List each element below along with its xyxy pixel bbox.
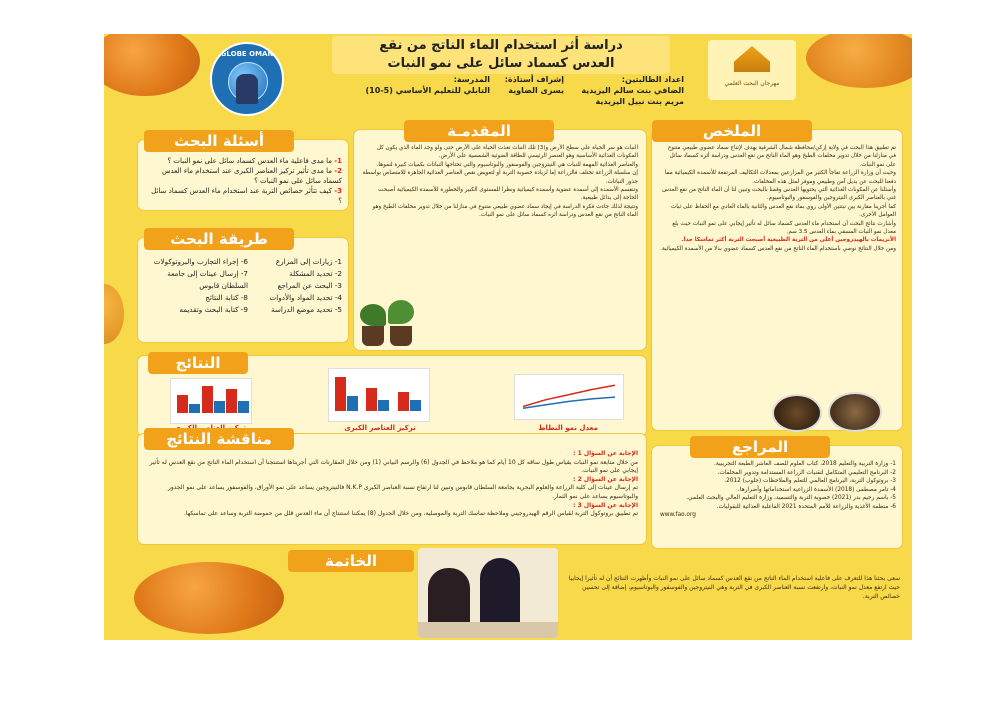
method-step: 6- إجراء التجارب والبروتوكولات [153, 257, 248, 266]
question-text: كيف تتأثر خصائص التربة عند استخدام ماء العدس كسماد سائل ؟ [151, 187, 342, 205]
method-list-right [252, 256, 342, 316]
supervisor-name: يسرى الضاوية [508, 86, 564, 95]
festival-logo [708, 40, 796, 100]
intro-paragraph: ونتيجة لذلك جاءت فكرة الدراسة في إيجاد سماد عضوي طبيعي متنوع في منازلنا من خلال تدوير مخلفات الطبخ وهو الماء الناتج من نقع العدس ودراسة أثره كسماد سائل على نمو النبات. [372, 203, 638, 219]
question-item [146, 186, 342, 206]
book-icon [734, 46, 770, 72]
plant-leaf-icon [388, 300, 414, 324]
summary-paragraph: تم تطبيق هذا البحث في ولاية إزكي/محافظة شمال الشرقية يهدف لإنتاج سماد عضوي طبيعي متنوع في منازلنا من خلال تدوير مخلفات الطبخ وهو الماء الناتج من نقع العدس ودراسة أثره كسماد سائل على نمو النبات. [667, 145, 896, 168]
chart-bar [378, 400, 389, 411]
chart-bar [226, 389, 237, 413]
results-caption-2: تركيز العناصر الكبرى [344, 424, 416, 432]
summary-paragraph: وحيث أن وزارة الزراعة تفاجأ الكثير من المزارعين بمعدلات التكاليف المرتفعة للأسمدة الكيميائية مما دفعنا للبحث عن بديل آمن وطبيعي وموفر لمثل هذه المخلفات. [664, 170, 896, 185]
question-number: 3- [334, 187, 342, 195]
supervisor-block [492, 74, 564, 96]
plant-leaf-icon [360, 304, 386, 326]
school-block [350, 74, 490, 96]
summary-paragraph: وأسئلنا عن المكونات الغذائية التي يحتويها العدس وقمنا بالبحث وتبين لنا أن الماء الناتج من نقع العدس غني بالعناصر الكبرى النيتروجين والفوسفور والبوتاسيوم. [662, 187, 896, 202]
lentil-pile-left-mid [104, 284, 124, 344]
summary-paragraph: ومن خلال النتائج نوصي باستخدام الماء الناتج من نقع العدس كسماد عضوي بدلا من الأسمدة الكيميائية. [660, 245, 896, 252]
plant-pots-photo [354, 300, 420, 350]
references-list [660, 460, 896, 546]
intro-paragraph: وتنقسم الأسمدة إلى أسمدة عضوية وأسمدة كيميائية ونظرا للمستوى الكبير والخطورة للأسمدة الكيميائية أصبحت الحاجة إلى بدائل طبيعية. [378, 187, 638, 202]
discussion-q3-text: تم تطبيق بروتوكول التربة لقياس الرقم الهيدروجيني وملاحظة تماسك التربة والموصلية، ومن خلال الجدول (8) يمكننا استنتاج أن ماء العدس قلل من حموضة التربة وساعد على تماسكها. [183, 510, 638, 518]
summary-paragraph: الأنزيمات بالهيدروجين أعلى من التربة الطبيعية أصبحت التربة أكثر تماسكا جدا. [681, 237, 896, 244]
reference-item: 6- منظمة الأغذية والزراعة للأمم المتحدة 2021 الفاعلية الغذائية للبقوليات. [716, 503, 896, 510]
title-line-1: دراسة أثر استخدام الماء الناتج من نقع [379, 38, 623, 53]
questions-title: أسئلة البحث [144, 130, 294, 152]
discussion-q2-text: تم إرسال عينات إلى كلية الزراعة والعلوم البحرية بجامعة السلطان قابوس وتبين لنا ارتفاع نسبة العناصر الكبرى N.K.P فالنيتروجين يساعد على نمو الأوراق، والفوسفور يساعد على نمو الجذور والبوتاسيوم يساعد على نمو الثمار. [167, 484, 638, 500]
school-label: المدرسة: [453, 75, 490, 84]
chart-bar [398, 392, 409, 411]
chart-bar [214, 401, 225, 413]
intro-paragraph: إن سلسلة الزراعة تختلف فالزراعة إما لزيادة خصوبة التربة أو لتعويض نقص العناصر الغذائية الجاهزة للامتصاص بواسطة جذور النباتات. [362, 170, 638, 185]
method-title: طريقة البحث [144, 228, 294, 250]
method-step: 7- إرسال عينات إلى جامعة السلطان قابوس [167, 269, 248, 290]
chart-bar [189, 404, 200, 413]
method-step: 9- كتابة البحث وتقديمه [179, 305, 248, 314]
discussion-q1-text: من خلال متابعة نمو النبات بقياس طول ساقه كل 10 أيام كما هو ملاحظ في الجدول (6) والرسم البياني (1) ومن خلال المقارنات التي أجريناها استنتجنا أن استخدام الماء الناتج من نقع العدس له تأثير إيجابي على نمو النبات. [149, 458, 638, 475]
student-1: الضافي بنت سالم اليزيدية [581, 86, 684, 95]
questions-list [146, 156, 342, 206]
discussion-title: مناقشة النتائج [144, 428, 294, 450]
intro-paragraph: النبات هو سر الحياة على سطح الأرض و(3) تلك النبات تغذت الحياة على الأرض حتى ولو وجد الماء الذي يكون كل المكونات الغذائية الأساسية وهو العنصر الرئيسي للطاقة الضوئية الشمسية على الأرض. [376, 145, 638, 160]
lentil-pile-top-left [104, 34, 200, 96]
reference-item: 5- باسم رحيم بدر (2021) خصوبة التربة والتسميد، وزارة التعليم العالي والبحث العلمي. [686, 495, 896, 501]
results-chart-2 [328, 368, 430, 422]
method-step: 2- تحديد المشكلة [289, 269, 342, 278]
soil-photo-2 [828, 392, 882, 432]
chart-bar [347, 396, 358, 411]
results-chart-1 [170, 378, 252, 424]
authors-block [566, 74, 684, 107]
students-label: اعداد الطالبتين: [621, 75, 684, 84]
festival-logo-caption: مهرجان البحث العلمي [724, 80, 780, 87]
chart-bar [238, 401, 249, 413]
reference-item: 4- تامر مصطفى (2018) الأسمدة الزراعية استخداماتها وأضرارها. [738, 486, 896, 493]
conclusion-text: سعى بحثنا هذا للتعرف على فاعلية استخدام الماء الناتج من نقع العدس كسماد سائل على نمو النبات وأظهرت النتائج أن له تأثيرا إيجابيا حيث ارتفع معدل نمو النبات، وارتفعت نسبة العناصر الكبرى في التربة وهي النيتروجين والفوسفور والبوتاسيوم، إضافة إلى تحسين خصائص التربة. [568, 575, 900, 600]
method-step: 8- كتابة النتائج [205, 293, 248, 302]
chart-bar [410, 400, 421, 411]
question-text: ما مدى تأثير تركيز العناصر الكبرى عند استخدام ماء العدس كسماد سائل على نمو النبات ؟ [161, 167, 342, 185]
question-item [146, 166, 342, 186]
lentil-pile-bottom-left [134, 562, 284, 634]
discussion-q2-label: الإجابة عن السؤال 2 : [573, 475, 638, 483]
pot-icon [362, 326, 384, 346]
intro-paragraph: والعناصر الغذائية المهمة للنبات هي النيتروجين والفوسفور والبوتاسيوم والتي تحتاجها النباتات بكميات كبيرة لنموها. [376, 161, 638, 168]
references-title: المراجع [690, 436, 830, 458]
school-name: التابلي للتعليم الأساسي (5-10) [365, 86, 490, 95]
people-icon [236, 74, 258, 104]
discussion-text [148, 450, 638, 542]
method-step: 4- تحديد المواد والأدوات [269, 293, 342, 302]
globe-oman-logo [210, 42, 284, 116]
line-series-lentil [523, 385, 615, 406]
globe-logo-text: GLOBE OMAN [220, 50, 274, 58]
discussion-q3-label: الإجابة عن السؤال 3 : [573, 501, 638, 509]
reference-item: 2- البرنامج التعليمي المتكامل لتقنيات الزراعة المستدامة وتدوير المخلفات. [717, 469, 896, 476]
title-line-2: العدس كسماد سائل على نمو النبات [387, 56, 615, 71]
chart-bar [366, 388, 377, 411]
results-title: النتائج [148, 352, 248, 374]
students-photo [418, 548, 558, 638]
chart-bar [335, 377, 346, 411]
pot-icon [390, 326, 412, 346]
conclusion-title: الخاتمة [288, 550, 414, 572]
method-step: 1- زيارات إلى المزارع [275, 257, 342, 266]
intro-title: المقدمـة [404, 120, 554, 142]
reference-item: 3- بروتوكول التربة، البرنامج العالمي للتعلم والملاحظات (جلوب) 2012. [724, 478, 896, 484]
question-item [146, 156, 342, 166]
supervisor-label: إشراف أستاذة: [504, 75, 564, 84]
discussion-q1-label: الإجابة عن السؤال 1 : [573, 450, 638, 457]
method-list-left [148, 256, 248, 316]
question-number: 1- [334, 157, 342, 165]
soil-photo-1 [772, 394, 822, 432]
question-number: 2- [334, 167, 342, 175]
results-chart-3 [514, 374, 624, 420]
student-2: مريم بنت نبيل اليزيدية [595, 97, 684, 106]
lentil-pile-top-right [806, 34, 912, 88]
results-caption-3: معدل نمو النطاط [538, 424, 598, 432]
summary-text [660, 144, 896, 394]
table-surface [418, 622, 558, 638]
method-step: 5- تحديد موضع الدراسة [270, 305, 342, 314]
summary-title: الملخص [652, 120, 812, 142]
title-banner [332, 36, 670, 74]
reference-item: 1- وزارة التربية والتعليم 2018، كتاب العلوم للصف العاشر الطبعة التجريبية. [714, 461, 896, 467]
method-step: 3- البحث عن المراجع [277, 281, 342, 290]
summary-paragraph: وأشارت نتائج البحث أن استخدام ماء العدس كسماد سائل له تأثير إيجابي على نمو النبات حيث بلغ معدل نمو النبات المسقي بماء العدس 3.5 سم. [672, 220, 896, 236]
chart-bar [177, 395, 188, 413]
chart-bar [202, 386, 213, 413]
question-text: ما مدى فاعلية ماء العدس كسماد سائل على نمو النبات ؟ [167, 157, 332, 165]
poster [104, 34, 912, 640]
reference-url: www.fao.org [660, 512, 696, 518]
summary-paragraph: كما أجرينا مقارنة بين نبتتين الأولى روي بماء نقع العدس والثانية بالماء العادي مع الحفاظ على ثبات العوامل الأخرى. [670, 203, 896, 219]
